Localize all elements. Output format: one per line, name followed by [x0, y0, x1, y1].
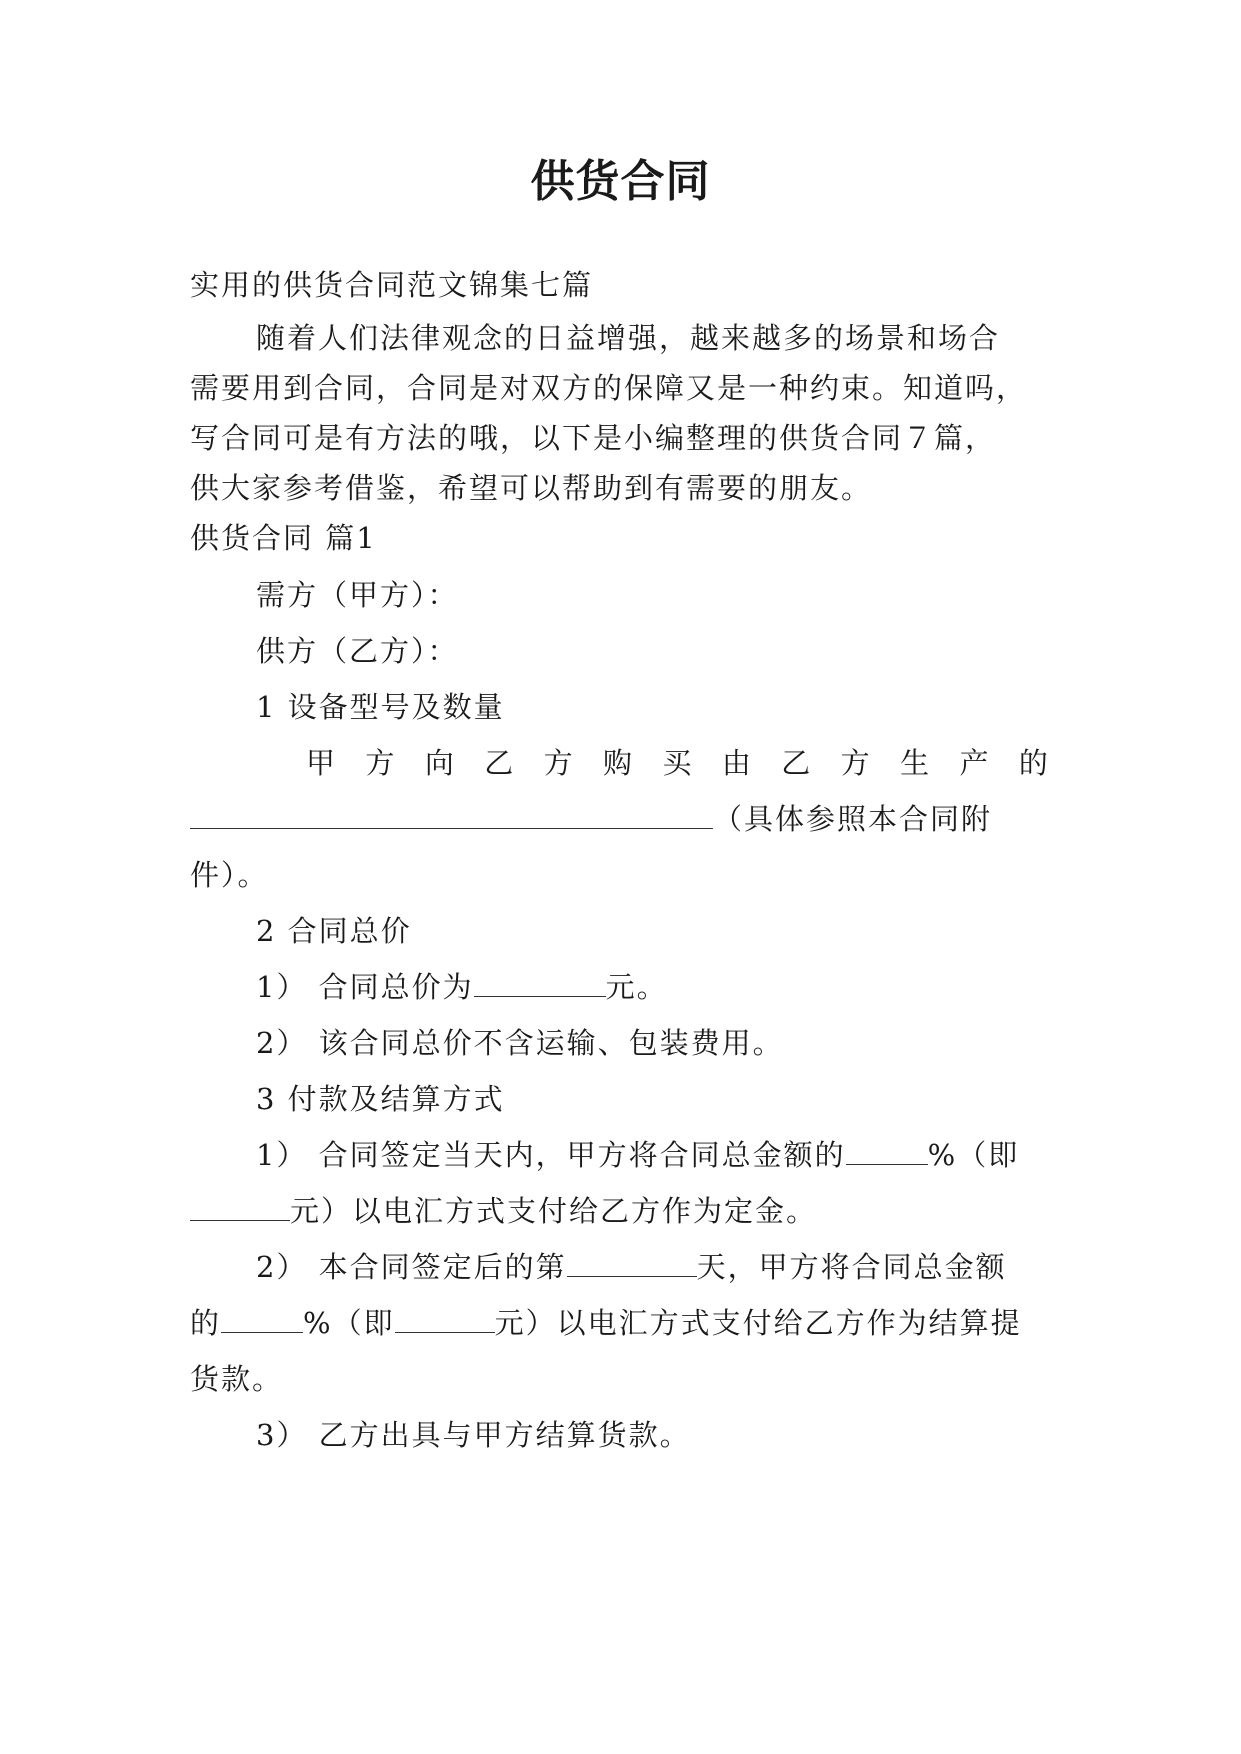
- document-title: 供货合同: [530, 156, 711, 207]
- clause3-item1-mid: %（即: [927, 1138, 1020, 1172]
- spread-char: 生: [900, 746, 930, 780]
- day-number-blank[interactable]: [567, 1249, 697, 1277]
- total-price-blank[interactable]: [474, 969, 606, 997]
- equipment-blank[interactable]: [190, 801, 713, 829]
- intro-heading: 实用的供货合同范文锦集七篇: [190, 268, 594, 302]
- intro-line-3: 写合同可是有方法的哦，以下是小编整理的供货合同７篇，: [190, 421, 997, 455]
- clause3-item2-suffix: 天，甲方将合同总金额: [696, 1250, 1007, 1284]
- settlement-amount-blank[interactable]: [395, 1305, 495, 1333]
- spread-char: 方: [840, 746, 870, 780]
- clause3-item-3: 3） 乙方出具与甲方结算货款。: [256, 1418, 691, 1452]
- deposit-percent-blank[interactable]: [846, 1137, 928, 1165]
- clause3-item2-line2-mid: %（即: [303, 1306, 395, 1340]
- party-a-line: 需方（甲方）：: [256, 578, 459, 612]
- deposit-amount-blank[interactable]: [190, 1193, 290, 1221]
- spread-char: 甲: [306, 746, 336, 780]
- clause2-item-2: 2） 该合同总价不含运输、包装费用。: [256, 1026, 784, 1060]
- clause1-line-3: 件）。: [190, 858, 269, 892]
- clause2-item1-suffix: 元。: [605, 970, 668, 1004]
- spread-char: 方: [543, 746, 573, 780]
- clause1-spread-line: [306, 738, 1048, 788]
- party-b-line: 供方（乙方）：: [256, 634, 459, 668]
- intro-line-2: 需要用到合同，合同是对双方的保障又是一种约束。知道吗，: [190, 371, 1028, 405]
- clause1-line-2: [190, 794, 1050, 844]
- clause1-heading: 1 设备型号及数量: [256, 690, 505, 724]
- spread-char: 的: [1018, 746, 1048, 780]
- clause3-item-2: [256, 1242, 1050, 1292]
- spread-char: 买: [662, 746, 692, 780]
- spread-char: 向: [424, 746, 454, 780]
- clause2-heading: 2 合同总价: [256, 914, 412, 948]
- clause3-item-1: [256, 1130, 1050, 1180]
- clause3-item-1-line-2: [190, 1186, 1050, 1236]
- clause3-item2-line2-pre: 的: [190, 1306, 222, 1340]
- clause3-item1-line2-text: 元）以电汇方式支付给乙方作为定金。: [290, 1194, 818, 1228]
- intro-line-4: 供大家参考借鉴，希望可以帮助到有需要的朋友。: [190, 471, 873, 505]
- clause2-item1-text: 1） 合同总价为: [256, 970, 474, 1004]
- clause3-heading: 3 付款及结算方式: [256, 1082, 505, 1116]
- clause3-item-2-line-3: 货款。: [190, 1362, 284, 1396]
- clause2-item-1: [256, 962, 1050, 1012]
- clause3-item2-text: 2） 本合同签定后的第: [256, 1250, 567, 1284]
- clause1-line2-suffix: （具体参照本合同附: [713, 802, 993, 836]
- settlement-percent-blank[interactable]: [221, 1305, 303, 1333]
- spread-char: 乙: [781, 746, 811, 780]
- spread-char: 购: [603, 746, 633, 780]
- spread-char: 方: [365, 746, 395, 780]
- clause3-item-2-line-2: [190, 1298, 1050, 1348]
- clause3-item1-text: 1） 合同签定当天内，甲方将合同总金额的: [256, 1138, 846, 1172]
- spread-char: 由: [721, 746, 751, 780]
- section-heading: 供货合同 篇1: [190, 521, 377, 555]
- intro-line-1: 随着人们法律观念的日益增强，越来越多的场景和场合: [256, 321, 1001, 355]
- clause3-item2-line2-post: 元）以电汇方式支付给乙方作为结算提: [494, 1306, 1022, 1340]
- spread-char: 产: [959, 746, 989, 780]
- spread-char: 乙: [484, 746, 514, 780]
